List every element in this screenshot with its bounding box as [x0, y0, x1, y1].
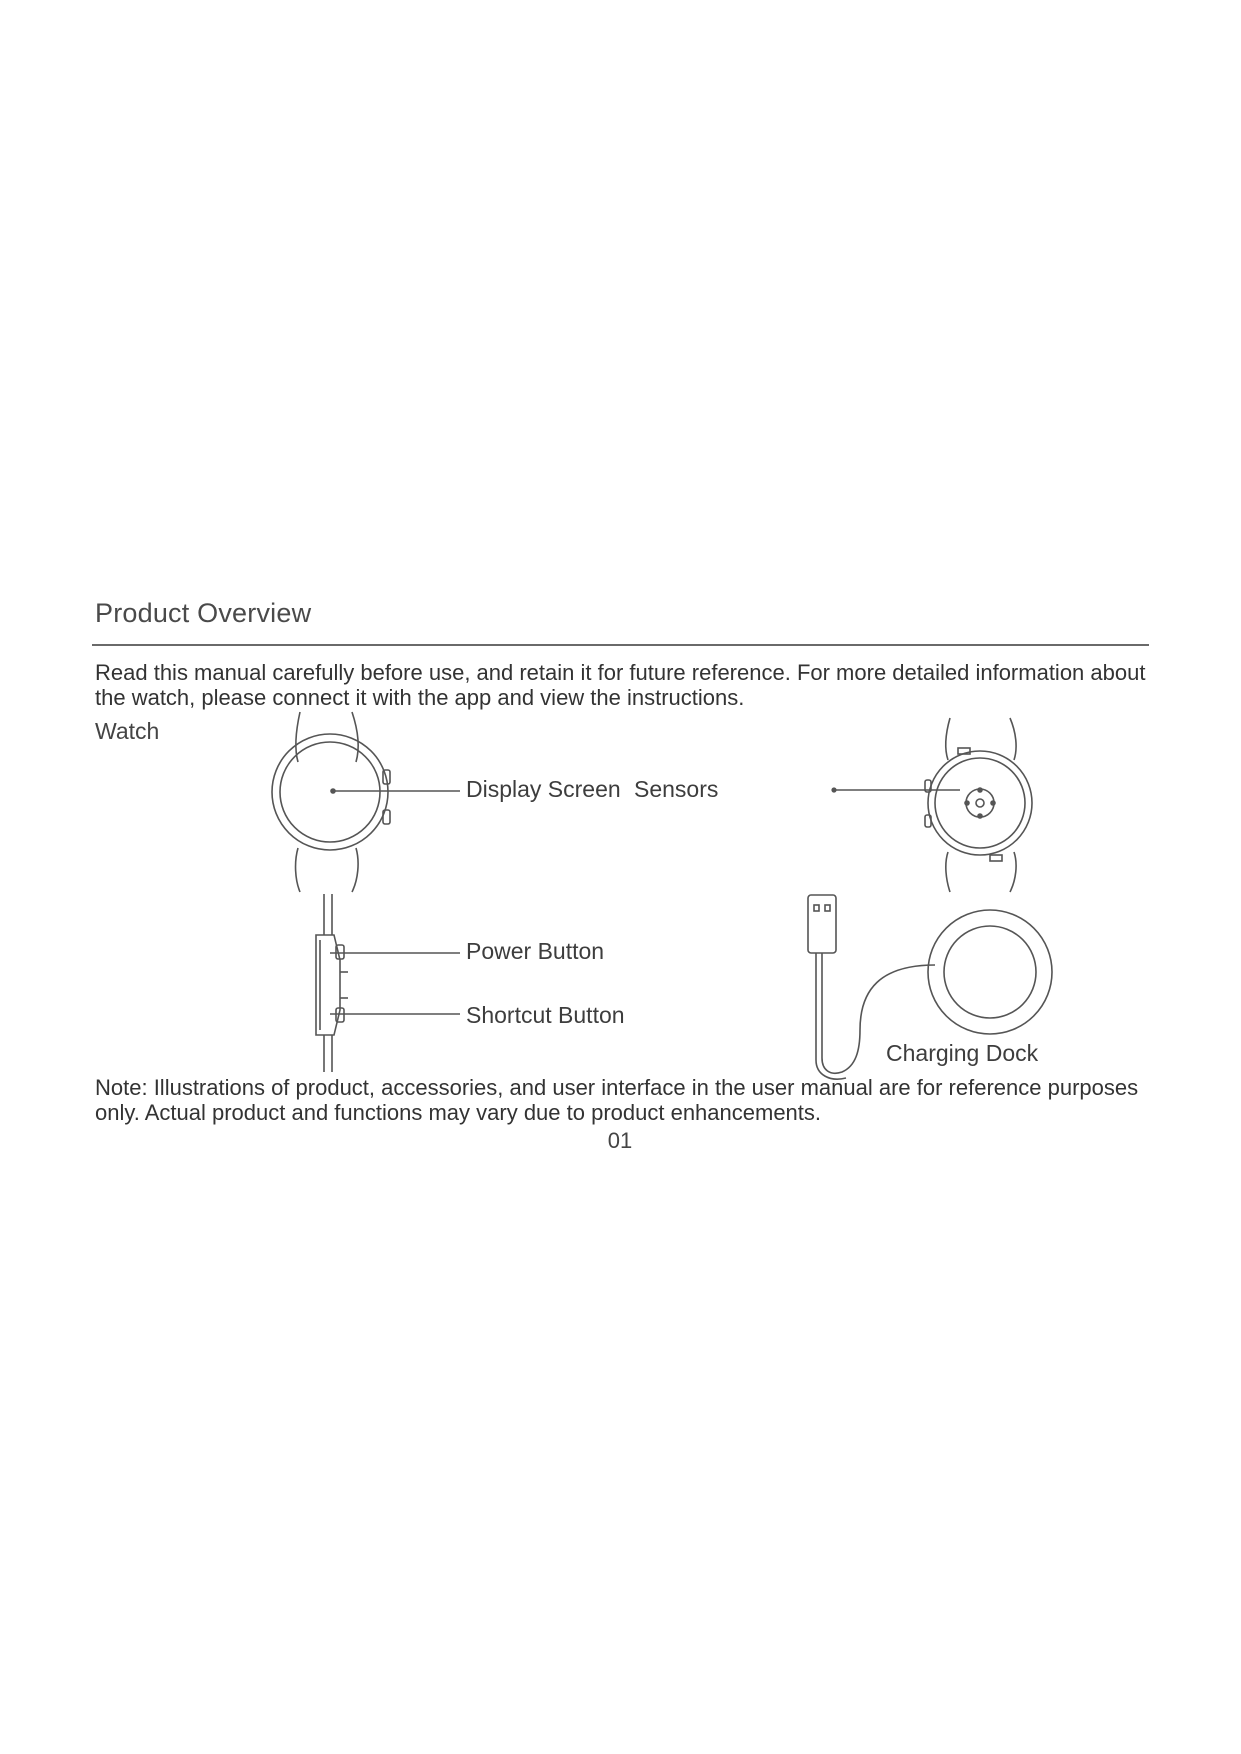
page-number: 01: [607, 1128, 633, 1153]
note-paragraph: Note: Illustrations of product, accessories, and user interface in the user manual are for reference purposes only. Actual product and functions may vary due to product enhancements.: [95, 1075, 1139, 1125]
label-charging-dock: Charging Dock: [886, 1040, 1039, 1066]
watch-side-illustration: [316, 894, 460, 1072]
label-sensors: Sensors: [634, 776, 719, 802]
watch-back-illustration: [832, 718, 1032, 892]
page-title: Product Overview: [95, 598, 312, 628]
label-power-button: Power Button: [466, 938, 605, 964]
intro-paragraph: Read this manual carefully before use, and retain it for future reference. For more detailed information about the watch, please connect it with the app and view the instructions.: [95, 660, 1146, 710]
label-display-screen: Display Screen: [466, 776, 621, 802]
section-label-watch: Watch: [95, 718, 160, 744]
label-shortcut-button: Shortcut Button: [466, 1002, 625, 1028]
watch-front-illustration: [272, 712, 460, 892]
